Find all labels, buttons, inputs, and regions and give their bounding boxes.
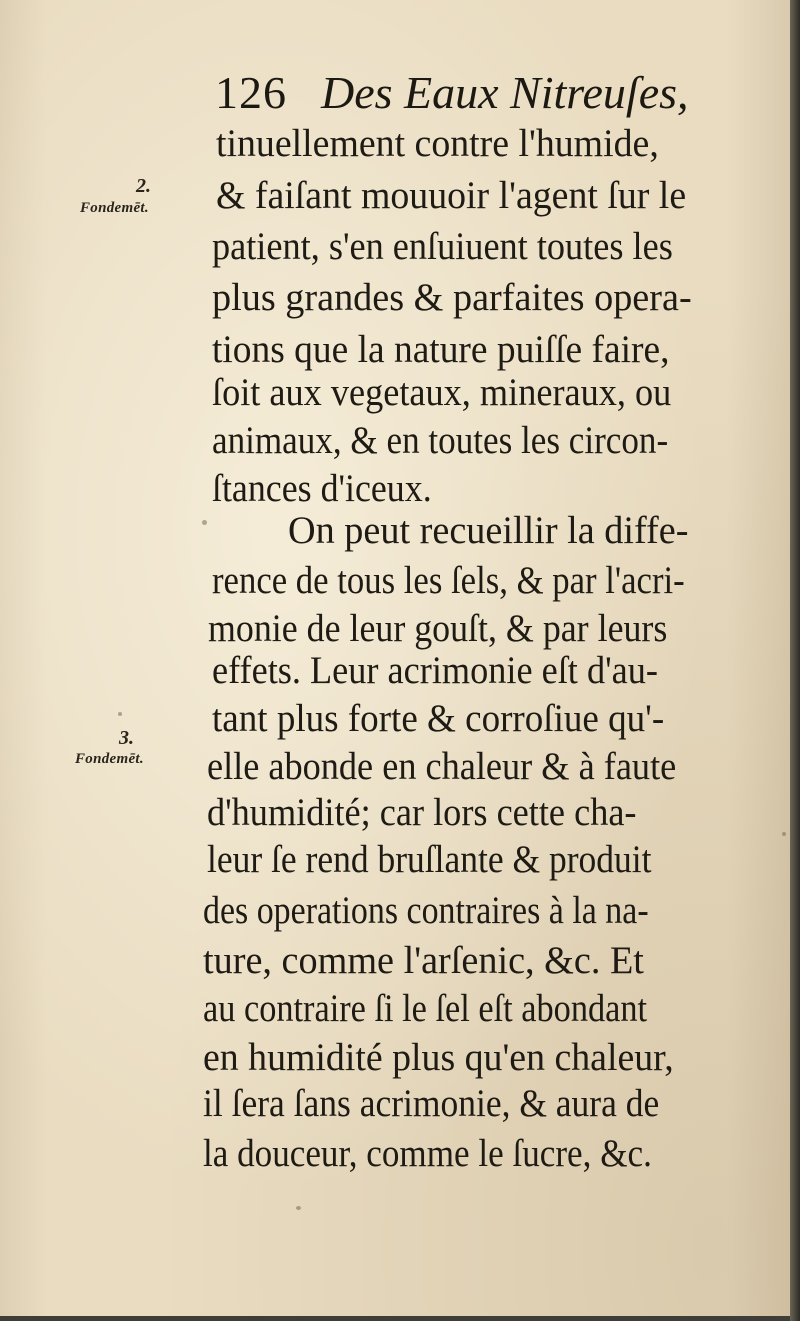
text-line: tinuellement contre l'humide, xyxy=(216,122,659,165)
text-line: plus grandes & parfaites opera- xyxy=(212,276,692,319)
text-line: tions que la nature puiſſe faire, xyxy=(212,328,670,371)
text-line: animaux, & en toutes les circon- xyxy=(212,419,669,462)
text-line: effets. Leur acrimonie eſt d'au- xyxy=(212,649,658,692)
text-line: On peut recueillir la diffe- xyxy=(288,509,689,552)
text-line: ſtances d'iceux. xyxy=(212,467,432,510)
running-title: Des Eaux Nitreuſes, xyxy=(321,67,689,118)
text-line: au contraire ſi le ſel eſt abondant xyxy=(203,987,648,1030)
margin-note-number: 2. xyxy=(136,175,151,197)
margin-note-label: Fondemēt. xyxy=(80,200,149,216)
page-header xyxy=(215,67,689,118)
ink-speck xyxy=(782,832,786,836)
text-line: leur ſe rend bruſlante & produit xyxy=(207,838,652,881)
text-line: monie de leur gouſt, & par leurs xyxy=(208,607,668,650)
text-line: elle abonde en chaleur & à faute xyxy=(207,745,677,788)
text-line: patient, s'en enſuiuent toutes les xyxy=(212,225,673,268)
text-line: il ſera ſans acrimonie, & aura de xyxy=(203,1082,660,1125)
text-line: & faiſant mouuoir l'agent ſur le xyxy=(216,174,687,217)
page-number: 126 xyxy=(215,67,287,118)
ink-speck xyxy=(118,712,122,716)
text-line: ſoit aux vegetaux, mineraux, ou xyxy=(212,371,672,414)
page-edge xyxy=(790,0,800,1321)
text-line: ture, comme l'arſenic, &c. Et xyxy=(203,939,644,982)
margin-note-number: 3. xyxy=(119,727,134,749)
text-line: en humidité plus qu'en chaleur, xyxy=(203,1036,674,1079)
ink-speck xyxy=(296,1206,301,1210)
ink-speck xyxy=(202,520,207,525)
margin-note-label: Fondemēt. xyxy=(75,751,144,767)
text-line: tant plus forte & corroſiue qu'- xyxy=(212,697,665,740)
text-line: rence de tous les ſels, & par l'acri- xyxy=(212,559,685,602)
text-line: des operations contraires à la na- xyxy=(203,889,649,932)
text-line: la douceur, comme le ſucre, &c. xyxy=(203,1132,652,1175)
text-line: d'humidité; car lors cette cha- xyxy=(207,791,637,834)
